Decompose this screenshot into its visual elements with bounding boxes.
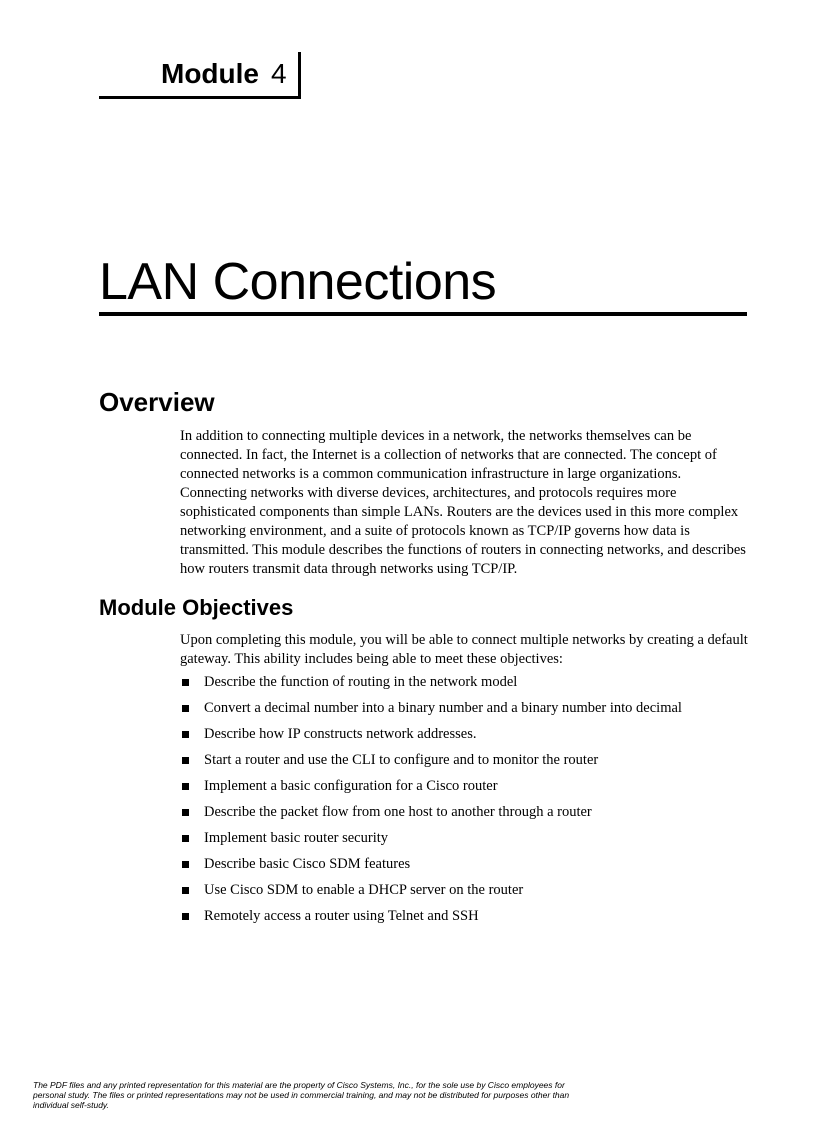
square-bullet-icon	[182, 731, 189, 738]
list-item	[180, 777, 750, 796]
module-label: Module	[161, 58, 259, 89]
objectives-heading: Module Objectives	[99, 595, 294, 620]
title-underline	[99, 312, 747, 316]
list-item	[180, 751, 750, 770]
copyright-footer: The PDF files and any printed representation for this material are the property of Cisco Systems, Inc., for the sole use by Cisco employees for personal study. The files or printed representations may not be used in commercial training, and may not be distributed for purposes other than individual self-study.	[33, 1080, 570, 1110]
objectives-list	[180, 673, 750, 933]
square-bullet-icon	[182, 783, 189, 790]
square-bullet-icon	[182, 757, 189, 764]
square-bullet-icon	[182, 679, 189, 686]
square-bullet-icon	[182, 809, 189, 816]
square-bullet-icon	[182, 887, 189, 894]
square-bullet-icon	[182, 705, 189, 712]
list-item	[180, 699, 750, 718]
square-bullet-icon	[182, 861, 189, 868]
overview-paragraph: In addition to connecting multiple devices in a network, the networks themselves can be connected. In fact, the Internet is a collection of networks that are connected. The concept of connected networks is a common communication infrastructure in large organizations. Connecting networks with diverse devices, architectures, and protocols requires more sophisticated components than simple LANs. Routers are the devices used in this more complex networking environment, and a suite of protocols known as TCP/IP governs how data is transmitted. This module describes the functions of routers in connecting networks, and describes how routers transmit data through networks using TCP/IP.	[180, 428, 746, 577]
list-item	[180, 725, 750, 744]
list-item	[180, 803, 750, 822]
overview-heading: Overview	[99, 387, 215, 417]
list-item-text: Use Cisco SDM to enable a DHCP server on the router	[204, 882, 524, 898]
square-bullet-icon	[182, 913, 189, 920]
list-item	[180, 829, 750, 848]
page-title: LAN Connections	[99, 253, 497, 311]
list-item-text: Implement a basic configuration for a Cisco router	[204, 778, 498, 794]
list-item-text: Describe basic Cisco SDM features	[204, 856, 411, 872]
list-item	[180, 881, 750, 900]
list-item-text: Remotely access a router using Telnet and SSH	[204, 908, 479, 924]
list-item-text: Describe how IP constructs network addresses.	[204, 726, 477, 742]
list-item-text: Implement basic router security	[204, 830, 389, 846]
list-item	[180, 673, 750, 692]
list-item	[180, 907, 750, 926]
list-item-text: Describe the packet flow from one host to another through a router	[204, 804, 592, 820]
list-item	[180, 855, 750, 874]
list-item-text: Describe the function of routing in the network model	[204, 674, 518, 690]
objectives-intro: Upon completing this module, you will be able to connect multiple networks by creating a default gateway. This ability includes being able to meet these objectives:	[180, 632, 748, 667]
square-bullet-icon	[182, 835, 189, 842]
list-item-text: Start a router and use the CLI to configure and to monitor the router	[204, 752, 599, 768]
list-item-text: Convert a decimal number into a binary number and a binary number into decimal	[204, 700, 682, 716]
module-number: 4	[271, 58, 287, 89]
module-header	[99, 52, 301, 99]
